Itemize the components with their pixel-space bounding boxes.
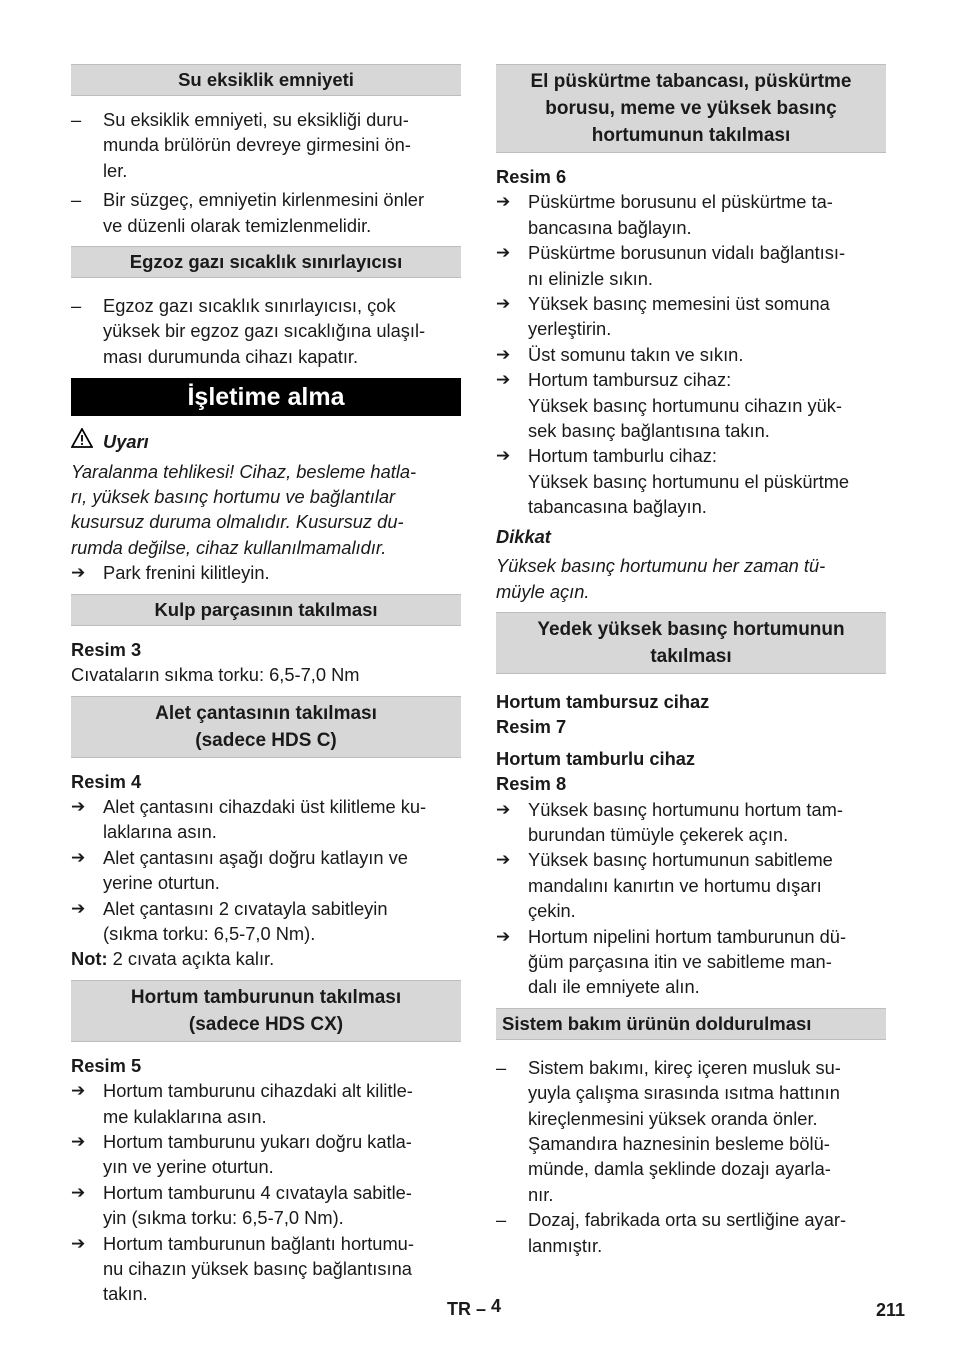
note: Not: 2 cıvata açıkta kalır.: [71, 948, 275, 970]
text-line: ve düzenli olarak temizlenmelidir.: [103, 214, 372, 236]
page-number: 211: [876, 1300, 906, 1320]
section-heading-su-eksiklik: Su eksiklik emniyeti: [71, 64, 461, 96]
arrow-right-icon: ➔: [496, 799, 511, 819]
arrow-item: ➔ Alet çantasını cihazdaki üst kilitleme ku- laklarına asın.: [71, 794, 461, 845]
arrow-item: ➔ Hortum tambursuz cihaz: Yüksek basınç hortumunu cihazın yük- sek basınç bağlantısına takın.: [496, 367, 886, 443]
caution-text: Yüksek basınç hortumunu her zaman tü- müyle açın.: [496, 555, 826, 602]
dash-item: – Egzoz gazı sıcaklık sınırlayıcısı, çok yüksek bir egzoz gazı sıcaklığına ulaşıl- ması durumunda cihazı kapatır.: [71, 293, 461, 369]
arrow-right-icon: ➔: [71, 1233, 86, 1253]
arrow-right-icon: ➔: [496, 294, 511, 314]
dash-item: – Sistem bakımı, kireç içeren musluk su- yuyla çalışma sırasında ısıtma hattının kireçlenmesini yüksek oranda önler. Şamandıra haznesinin besleme bölü- münde, damla şeklinde dozajı ayarla- nır.: [496, 1056, 841, 1205]
text-line: yüksek bir egzoz gazı sıcaklığına ulaşıl-: [103, 320, 426, 342]
text-line: ler.: [103, 159, 128, 181]
section-heading-kulp: Kulp parçasının takılması: [71, 594, 461, 626]
figure-reference: Resim 7: [496, 716, 567, 738]
arrow-right-icon: ➔: [496, 243, 511, 263]
arrow-item: ➔ Yüksek basınç hortumunun sabitleme mandalını kanırtın ve hortumu dışarı çekin.: [496, 847, 886, 923]
arrow-right-icon: ➔: [71, 1081, 86, 1101]
arrow-item: ➔ Alet çantasını aşağı doğru katlayın ve yerine oturtun.: [71, 845, 461, 896]
arrow-right-icon: ➔: [496, 344, 511, 364]
chapter-title: İşletime alma: [71, 378, 461, 416]
arrow-right-icon: ➔: [496, 370, 511, 390]
arrow-item: ➔ Yüksek basınç memesini üst somuna yerleştirin.: [496, 291, 886, 342]
caution-label: Dikkat: [496, 525, 551, 547]
arrow-right-icon: ➔: [496, 850, 511, 870]
paragraph: Cıvataların sıkma torku: 6,5-7,0 Nm: [71, 664, 360, 686]
warning-text: Yaralanma tehlikesi! Cihaz, besleme hatla- rı, yüksek basınç hortumu ve bağlantılar kusursuz duruma olmalıdır. Kusursuz du- rumda değilse, cihaz kullanılmamalıdır.: [71, 460, 417, 558]
warning-label-row: [71, 428, 461, 454]
text-line: Egzoz gazı sıcaklık sınırlayıcısı, çok: [103, 295, 396, 317]
arrow-right-icon: ➔: [71, 898, 86, 918]
arrow-item: ➔ Hortum nipelini hortum tamburunun dü- ğüm parçasına itin ve sabitleme man- dalı ile emniyete alın.: [496, 924, 886, 1000]
subheading: Hortum tamburlu cihaz: [496, 747, 696, 769]
arrow-item: ➔ Hortum tamburunun bağlantı hortumu- nu cihazın yüksek basınç bağlantısına takın.: [71, 1231, 461, 1307]
right-column: [496, 64, 886, 1258]
arrow-item: ➔ Hortum tamburlu cihaz: Yüksek basınç hortumunu el püskürtme tabancasına bağlayın.: [496, 443, 886, 519]
figure-reference: Resim 6: [496, 166, 567, 187]
dash-item: – Dozaj, fabrikada orta su sertliğine ayar- lanmıştır.: [496, 1209, 847, 1256]
warning-triangle-icon: [71, 428, 95, 454]
footer-language: TR: [447, 1299, 471, 1319]
figure-reference: Resim 3: [71, 638, 142, 660]
section-heading-el-puskurtme: El püskürtme tabancası, püskürtme borusu, meme ve yüksek basınç hortumunun takılması: [496, 64, 886, 153]
arrow-item: ➔ Alet çantasını 2 cıvatayla sabitleyin (sıkma torku: 6,5-7,0 Nm).: [71, 896, 461, 947]
arrow-item: ➔ Hortum tamburunu cihazdaki alt kilitle- me kulaklarına asın.: [71, 1078, 461, 1129]
arrow-right-icon: ➔: [71, 847, 86, 867]
section-heading-egzoz: Egzoz gazı sıcaklık sınırlayıcısı: [71, 246, 461, 278]
dash-item: – Bir süzgeç, emniyetin kirlenmesini önler ve düzenli olarak temizlenmelidir.: [71, 187, 461, 238]
arrow-right-icon: ➔: [71, 563, 86, 583]
subheading: Hortum tambursuz cihaz: [496, 690, 710, 712]
arrow-item: ➔ Üst somunu takın ve sıkın.: [496, 342, 886, 367]
arrow-item: ➔ Hortum tamburunu yukarı doğru katla- yın ve yerine oturtun.: [71, 1129, 461, 1180]
figure-reference: Resim 5: [71, 1054, 142, 1076]
text-line: munda brülörün devreye girmesini ön-: [103, 134, 411, 156]
arrow-right-icon: ➔: [71, 1182, 86, 1202]
dash-item: – Su eksiklik emniyeti, su eksikliği duru- munda brülörün devreye girmesini ön- ler.: [71, 107, 461, 183]
warning-label: Uyarı: [103, 430, 149, 452]
section-heading-sistem-bakim: Sistem bakım ürünün doldurulması: [496, 1008, 886, 1040]
arrow-item: ➔ Püskürtme borusunu el püskürtme ta- bancasına bağlayın.: [496, 189, 886, 240]
arrow-right-icon: ➔: [496, 446, 511, 466]
arrow-item: ➔ Park frenini kilitleyin.: [71, 560, 461, 585]
text-line: Bir süzgeç, emniyetin kirlenmesini önler: [103, 189, 425, 211]
left-column: [71, 64, 461, 1307]
text-line: Su eksiklik emniyeti, su eksikliği duru-: [103, 109, 409, 130]
arrow-item: ➔ Püskürtme borusunun vidalı bağlantısı- nı elinizle sıkın.: [496, 240, 886, 291]
arrow-right-icon: ➔: [496, 192, 511, 212]
arrow-right-icon: ➔: [496, 926, 511, 946]
arrow-right-icon: ➔: [71, 796, 86, 816]
footer-section-marker: TR – 4: [447, 1296, 502, 1319]
figure-reference: Resim 8: [496, 773, 567, 795]
arrow-right-icon: ➔: [71, 1131, 86, 1151]
figure-reference: Resim 4: [71, 770, 142, 792]
section-heading-alet: Alet çantasının takılması (sadece HDS C): [71, 696, 461, 758]
section-heading-hortum-tamburu: Hortum tamburunun takılması (sadece HDS CX): [71, 980, 461, 1042]
footer-section-number: 4: [491, 1296, 502, 1316]
arrow-item: ➔ Yüksek basınç hortumunu hortum tam- burundan tümüyle çekerek açın.: [496, 797, 886, 848]
text-line: ması durumunda cihazı kapatır.: [103, 345, 359, 367]
section-heading-yedek-hortum: Yedek yüksek basınç hortumunun takılması: [496, 612, 886, 674]
arrow-item: ➔ Hortum tamburunu 4 cıvatayla sabitle- yin (sıkma torku: 6,5-7,0 Nm).: [71, 1180, 461, 1231]
